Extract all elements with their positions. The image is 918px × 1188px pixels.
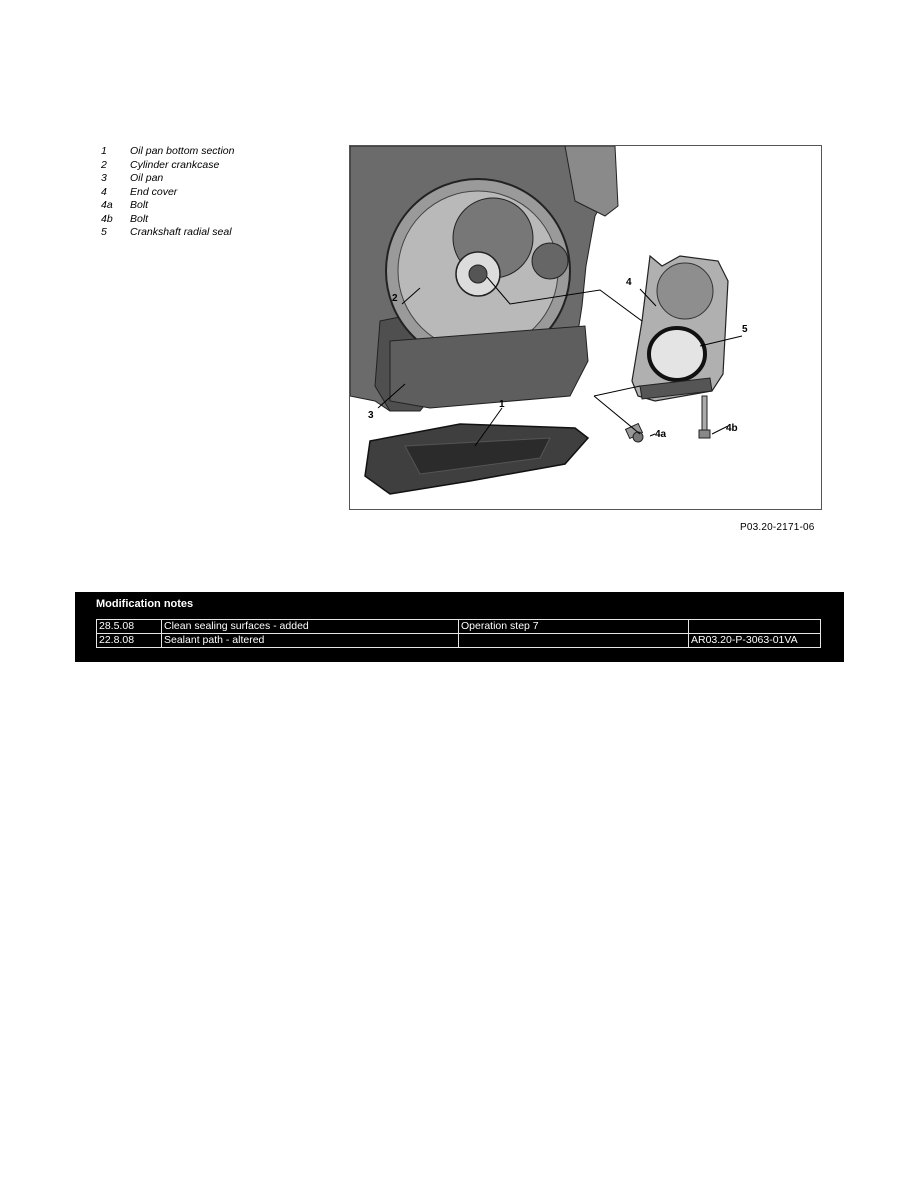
note-description: Clean sealing surfaces - added: [162, 620, 459, 634]
legend-text: End cover: [130, 185, 178, 198]
legend-key: 4a: [101, 199, 113, 211]
oil-pan-drawing: [390, 326, 588, 408]
legend-item: [101, 226, 234, 240]
note-reference: [459, 634, 689, 648]
legend-text: Oil pan: [130, 172, 164, 184]
callout-4b: 4b: [726, 423, 738, 434]
legend-key: 2: [101, 158, 107, 171]
legend-text: Oil pan bottom section: [130, 145, 235, 157]
figure-reference: P03.20-2171-06: [740, 522, 815, 533]
modification-notes: [75, 592, 844, 662]
legend-key: 5: [101, 226, 107, 238]
callout-4: 4: [626, 277, 632, 288]
legend-item: [101, 145, 234, 159]
legend-item: [101, 213, 234, 227]
table-row: [97, 634, 821, 648]
legend-key: 1: [101, 145, 107, 157]
bolt-4a-drawing: [626, 424, 643, 442]
table-row: [97, 620, 821, 634]
legend-item: [101, 172, 234, 186]
note-document: [689, 620, 821, 634]
modification-notes-table: [96, 619, 821, 648]
legend-key: 4: [101, 185, 107, 198]
note-reference: Operation step 7: [459, 620, 689, 634]
callout-5: 5: [742, 324, 748, 335]
note-description: Sealant path - altered: [162, 634, 459, 648]
legend-text: Cylinder crankcase: [130, 158, 220, 171]
legend-key: 3: [101, 172, 107, 184]
legend-item: [101, 199, 234, 213]
engine-figure: [349, 145, 822, 510]
callout-1: 1: [499, 399, 505, 410]
note-date: 22.8.08: [97, 634, 162, 648]
legend-text: Crankshaft radial seal: [130, 226, 232, 238]
legend-key: 4b: [101, 212, 113, 225]
legend-text: Bolt: [130, 199, 149, 211]
callout-2: 2: [392, 293, 398, 304]
legend: [101, 145, 234, 240]
note-date: 28.5.08: [97, 620, 162, 634]
bolt-4b-drawing: [699, 396, 710, 438]
legend-item: [101, 186, 234, 200]
callout-3: 3: [368, 410, 374, 421]
legend-text: Bolt: [130, 212, 149, 225]
note-document: AR03.20-P-3063-01VA: [689, 634, 821, 648]
engine-illustration: [350, 146, 821, 509]
end-cover-drawing: [632, 256, 728, 401]
modification-notes-title: Modification notes: [96, 598, 194, 610]
legend-item: [101, 159, 234, 173]
callout-4a: 4a: [655, 429, 667, 440]
oil-pan-bottom-section-drawing: [365, 424, 588, 494]
